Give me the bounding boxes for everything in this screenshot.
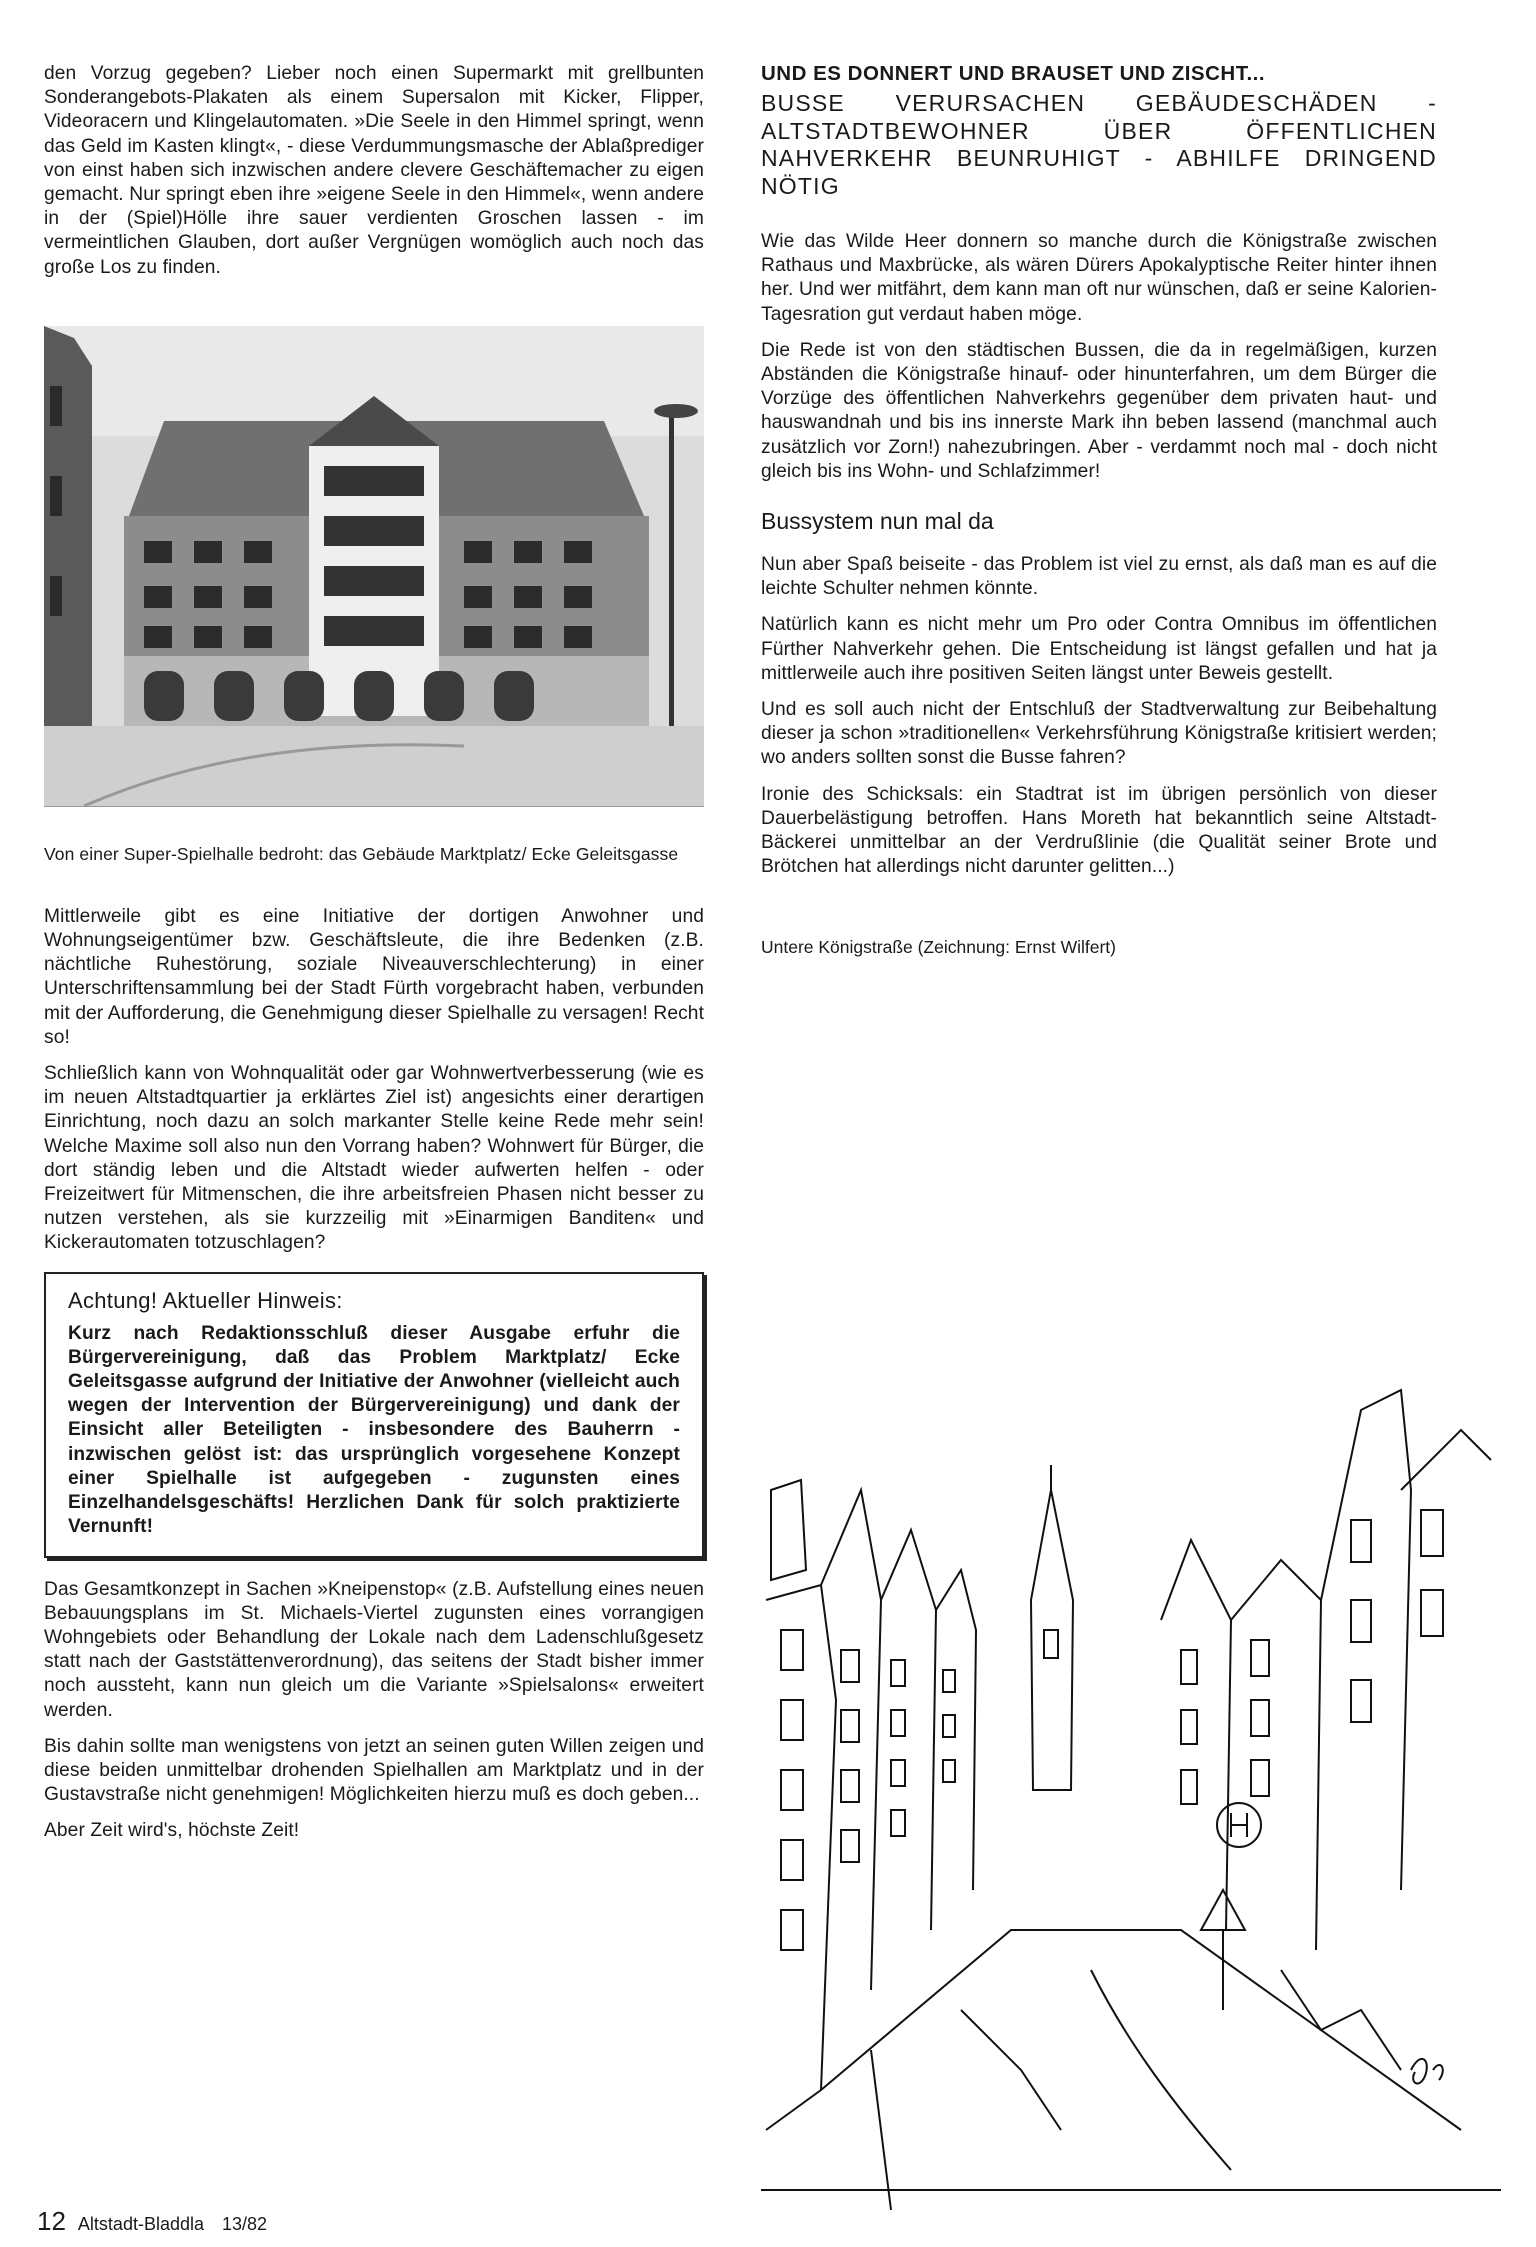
right-paragraph-4: Natürlich kann es nicht mehr um Pro oder Contra Omnibus im öffentlichen Fürther Nahverkehr gehen. Die Entscheidung ist längst gefallen und hat ja mittlerweile auch ihre positiven Seiten längst unter Beweis gestellt.: [761, 614, 1437, 684]
notice-text: Kurz nach Redaktionsschluß dieser Ausgabe erfuhr die Bürgervereinigung, daß das Problem Marktplatz/ Ecke Geleitsgasse aufgrund der Initiative der Anwohner (vielleicht auch wegen der Intervention der Bürgervereinigung) und dank der Einsicht aller Beteiligten - insbesondere des Bauherrn - inzwischen gelöst ist: das ursprünglich vorgesehene Konzept einer Spielhalle ist aufgegeben - zugunsten eines Einzelhandelsgeschäfts! Herzlichen Dank für solch praktizierte Vernunft!: [68, 1322, 680, 1538]
right-column: [761, 62, 1437, 958]
page-footer: [37, 2206, 267, 2237]
drawing-caption: Untere Königstraße (Zeichnung: Ernst Wilfert): [761, 937, 1116, 958]
publication-name: Altstadt-Bladdla: [77, 2214, 204, 2234]
left-column: [44, 62, 704, 1856]
right-paragraph-5: Und es soll auch nicht der Entschluß der Stadtverwaltung zur Beibehaltung dieser ja schon »traditionellen« Verkehrsführung Königstraße kritisiert werden; wo anders sollten sonst die Busse fahren?: [761, 699, 1437, 769]
page-number: 12: [37, 2206, 66, 2236]
left-paragraph-1: Mittlerweile gibt es eine Initiative der dortigen Anwohner und Wohnungseigentümer bzw. Geschäftsleute, die ihre Bedenken (z.B. nächtliche Ruhestörung, soziale Niveauverschlechterung) in einer Unterschriftensammlung bei der Stadt Fürth vorgebracht haben, verbunden mit der Aufforderung, die Genehmigung dieser Spielhalle zu versagen! Recht so!: [44, 905, 704, 1048]
article-kicker: UND ES DONNERT UND BRAUSET UND ZISCHT...: [761, 62, 1266, 85]
issue-number: 13/82: [222, 2214, 268, 2234]
right-paragraph-2: Die Rede ist von den städtischen Bussen, die da in regelmäßigen, kurzen Abständen die Königstraße hinauf- oder hinunterfahren, um dem Bürger die Vorzüge des öffentlichen Nahverkehrs gegenüber dem privaten haut- und hauswandnah und bis ins innerste Mark ihn beben lassend (manchmal auch zusätzlich vor Zorn!) nahezubringen. Aber - verdammt noch mal - doch nicht gleich bis ins Wohn- und Schlafzimmer!: [761, 339, 1437, 482]
section-subhead: Bussystem nun mal da: [761, 508, 994, 535]
photo-caption: Von einer Super-Spielhalle bedroht: das Gebäude Marktplatz/ Ecke Geleitsgasse: [44, 843, 679, 864]
left-paragraph-2: Schließlich kann von Wohnqualität oder gar Wohnwertverbesserung (wie es im neuen Altstadtquartier ja erklärtes Ziel ist) angesichts einer derartigen Einrichtung, noch dazu an solch markanter Stelle keine Rede mehr sein! Welche Maxime soll also nun den Vorrang haben? Wohnwert für Bürger, die dort ständig leben und die Altstadt wieder aufwerten helfen - oder Freizeitwert für Mitmenschen, die ihre arbeitsfreien Phasen nicht besser zu nutzen verstehen, als sie kurzzeilig mit »Einarmigen Banditen« und Kickerautomaten totzuschlagen?: [44, 1063, 704, 1254]
left-paragraph-5: Aber Zeit wird's, höchste Zeit!: [44, 1820, 300, 1842]
building-photo: [44, 326, 704, 807]
left-paragraph-4: Bis dahin sollte man wenigstens von jetzt an seinen guten Willen zeigen und diese beiden unmittelbar drohenden Spielhallen am Marktplatz und in der Gustavstraße nicht genehmigen! Möglichkeiten hierzu muß es doch geben...: [44, 1735, 704, 1806]
intro-paragraph: den Vorzug gegeben? Lieber noch einen Supermarkt mit grellbunten Sonderangebots-Plakaten als einem Supersalon mit Kicker, Flipper, Videoracern und Klingelautomaten. »Die Seele in den Himmel springt, wenn das Geld im Kasten klingt«, - diese Verdummungsmasche der Ablaßprediger von einst haben sich inzwischen andere clevere Geschäftemacher zu eigen gemacht. Nur springt eben ihre »eigene Seele in den Himmel«, wenn andere in der (Spiel)Hölle ihre sauer verdienten Groschen lassen - im vermeintlichen Glauben, dort außer Vergnügen womöglich auch noch das große Los zu finden.: [44, 63, 704, 278]
right-paragraph-6: Ironie des Schicksals: ein Stadtrat ist im übrigen persönlich von dieser Dauerbelästigung betroffen. Hans Moreth hat bekanntlich seine Altstadt-Bäckerei unmittelbar an der Verdrußlinie (die Qualität seiner Brote und Brötchen hat allerdings nicht darunter gelitten...): [761, 783, 1437, 878]
notice-box: [44, 1272, 704, 1558]
notice-title: Achtung! Aktueller Hinweis:: [68, 1287, 343, 1313]
article-headline: BUSSE VERURSACHEN GEBÄUDESCHÄDEN - ALTSTADTBEWOHNER ÜBER ÖFFENTLICHEN NAHVERKEHR BEUNRUHIGT - ABHILFE DRINGEND NÖTIG: [761, 90, 1437, 199]
right-paragraph-1: Wie das Wilde Heer donnern so manche durch die Königstraße zwischen Rathaus und Maxbrücke, als wären Dürers Apokalyptische Reiter hinter ihnen her. Und wer mitfährt, dem kann man oft nur wünschen, daß er seine Kalorien-Tagesration gut verdaut haben möge.: [761, 231, 1437, 325]
left-paragraph-3: Das Gesamtkonzept in Sachen »Kneipenstop« (z.B. Aufstellung eines neuen Bebauungsplans im St. Michaels-Viertel zugunsten eines vorrangigen Wohngebiets oder Behandlung der Lokale nach dem Ladenschlußgesetz statt nach der Gaststättenverordnung), das seitens der Stadt bisher immer noch aussteht, kann nun gleich um die Variante »Spielsalons« erweitert werden.: [44, 1578, 704, 1721]
right-paragraph-3: Nun aber Spaß beiseite - das Problem ist viel zu ernst, als daß man es auf die leichte Schulter nehmen könnte.: [761, 554, 1437, 600]
street-drawing: [761, 1370, 1501, 2210]
